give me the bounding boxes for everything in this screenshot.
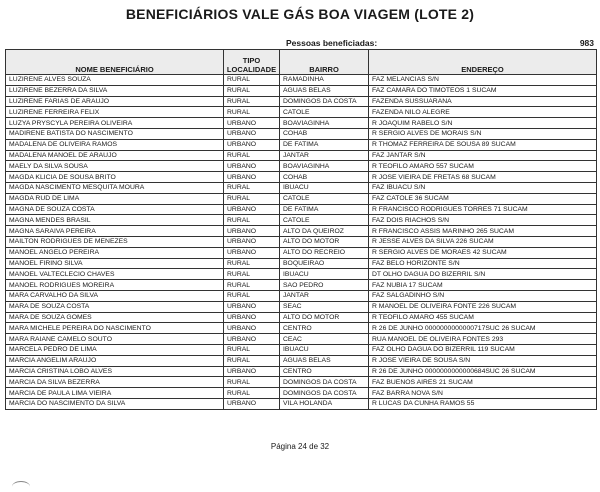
cell-locality-type: URBANO: [224, 204, 280, 215]
cell-name: MARCIA DO NASCIMENTO DA SILVA: [6, 398, 224, 409]
cell-locality-type: RURAL: [224, 290, 280, 301]
cell-locality-type: URBANO: [224, 172, 280, 183]
cell-name: MARCIA DA SILVA BEZERRA: [6, 377, 224, 388]
page-number: Página 24 de 32: [270, 442, 330, 451]
table-row: [6, 388, 597, 399]
cell-address: R TEOFILO AMARO 455 SUCAM: [369, 312, 597, 323]
table-row: [6, 204, 597, 215]
cell-neighborhood: DOMINGOS DA COSTA: [280, 377, 369, 388]
cell-neighborhood: AGUAS BELAS: [280, 85, 369, 96]
cell-name: MADIRENE BATISTA DO NASCIMENTO: [6, 128, 224, 139]
cell-name: LUZIRENE FARIAS DE ARAUJO: [6, 96, 224, 107]
table-row: [6, 75, 597, 86]
cell-locality-type: URBANO: [224, 226, 280, 237]
cell-address: FAZ DOIS RIACHOS S/N: [369, 215, 597, 226]
cell-neighborhood: VILA HOLANDA: [280, 398, 369, 409]
column-header-locality-type: TIPO LOCALIDADE: [224, 50, 280, 75]
cell-neighborhood: AGUAS BELAS: [280, 355, 369, 366]
table-row: [6, 85, 597, 96]
cell-address: R JOSE VIEIRA DE FRETAS 68 SUCAM: [369, 172, 597, 183]
table-row: [6, 172, 597, 183]
cell-name: MAGDA RUD DE LIMA: [6, 193, 224, 204]
cell-neighborhood: ALTO DO MOTOR: [280, 312, 369, 323]
cell-name: MAGNA SARAIVA PEREIRA: [6, 226, 224, 237]
cell-address: FAZ BUENOS AIRES 21 SUCAM: [369, 377, 597, 388]
cell-neighborhood: ALTO DO MOTOR: [280, 236, 369, 247]
table-row: [6, 107, 597, 118]
cell-address: R LUCAS DA CUNHA RAMOS 55: [369, 398, 597, 409]
cell-neighborhood: COHAB: [280, 128, 369, 139]
table-row: [6, 139, 597, 150]
cell-name: MARA CARVALHO DA SILVA: [6, 290, 224, 301]
cell-neighborhood: SEAC: [280, 301, 369, 312]
column-header-neighborhood: BAIRRO: [280, 50, 369, 75]
column-header-address: ENDEREÇO: [369, 50, 597, 75]
cell-address: FAZENDA SUSSUARANA: [369, 96, 597, 107]
cell-neighborhood: IBUACU: [280, 269, 369, 280]
table-row: [6, 280, 597, 291]
cell-address: R JOAQUIM RABELO S/N: [369, 118, 597, 129]
cell-address: FAZ JANTAR S/N: [369, 150, 597, 161]
cell-neighborhood: ALTO DO RECREIO: [280, 247, 369, 258]
table-row: [6, 236, 597, 247]
table-row: [6, 355, 597, 366]
cell-locality-type: RURAL: [224, 193, 280, 204]
cell-name: MAILTON RODRIGUES DE MENEZES: [6, 236, 224, 247]
cell-locality-type: URBANO: [224, 366, 280, 377]
cell-neighborhood: BOQUEIRAO: [280, 258, 369, 269]
cell-name: MAGNA DE SOUZA COSTA: [6, 204, 224, 215]
cell-name: MAGDA NASCIMENTO MESQUITA MOURA: [6, 182, 224, 193]
cell-address: R 26 DE JUNHO 0000000000000717SUC 26 SUCAM: [369, 323, 597, 334]
table-row: [6, 269, 597, 280]
cell-locality-type: URBANO: [224, 323, 280, 334]
cell-name: MAELY DA SILVA SOUSA: [6, 161, 224, 172]
beneficiaries-count-value: 983: [579, 38, 594, 48]
cell-locality-type: RURAL: [224, 355, 280, 366]
cell-name: MANOEL FIRINO SILVA: [6, 258, 224, 269]
cell-name: MARA MICHELE PEREIRA DO NASCIMENTO: [6, 323, 224, 334]
table-row: [6, 128, 597, 139]
cell-name: MARCIA DE PAULA LIMA VIEIRA: [6, 388, 224, 399]
cell-neighborhood: IBUACU: [280, 182, 369, 193]
cell-address: R TEOFILO AMARO 557 SUCAM: [369, 161, 597, 172]
cell-address: RUA MANOEL DE OLIVEIRA FONTES 293: [369, 334, 597, 345]
table-row: [6, 118, 597, 129]
cell-neighborhood: BOAVIAGINHA: [280, 161, 369, 172]
cell-address: R THOMAZ FERREIRA DE SOUSA 89 SUCAM: [369, 139, 597, 150]
table-row: [6, 258, 597, 269]
cell-locality-type: RURAL: [224, 96, 280, 107]
cell-address: FAZ SALGADINHO S/N: [369, 290, 597, 301]
cell-address: FAZ BELO HORIZONTE S/N: [369, 258, 597, 269]
cell-locality-type: URBANO: [224, 398, 280, 409]
cell-locality-type: RURAL: [224, 107, 280, 118]
cell-neighborhood: CENTRO: [280, 323, 369, 334]
cell-address: FAZ NUBIA 17 SUCAM: [369, 280, 597, 291]
cell-name: MARCIA ANGELIM ARAUJO: [6, 355, 224, 366]
cell-address: R FRANCISCO ASSIS MARINHO 265 SUCAM: [369, 226, 597, 237]
table-row: [6, 398, 597, 409]
cell-locality-type: RURAL: [224, 85, 280, 96]
cell-neighborhood: SAO PEDRO: [280, 280, 369, 291]
cell-name: MANOEL RODRIGUES MOREIRA: [6, 280, 224, 291]
cell-locality-type: URBANO: [224, 334, 280, 345]
cell-name: MANOEL ANGELO PEREIRA: [6, 247, 224, 258]
table-row: [6, 312, 597, 323]
cell-locality-type: URBANO: [224, 139, 280, 150]
cell-locality-type: URBANO: [224, 161, 280, 172]
table-row: [6, 193, 597, 204]
cell-name: MARCIA CRISTINA LOBO ALVES: [6, 366, 224, 377]
cell-neighborhood: DOMINGOS DA COSTA: [280, 388, 369, 399]
table-row: [6, 150, 597, 161]
cell-name: MADALENA DE OLIVEIRA RAMOS: [6, 139, 224, 150]
beneficiaries-count-label: Pessoas beneficiadas:: [286, 38, 378, 48]
cell-locality-type: RURAL: [224, 344, 280, 355]
cell-neighborhood: RAMADINHA: [280, 75, 369, 86]
table-row: [6, 344, 597, 355]
cell-name: MAGNA MENDES BRASIL: [6, 215, 224, 226]
cell-neighborhood: CEAC: [280, 334, 369, 345]
table-row: [6, 226, 597, 237]
cell-locality-type: RURAL: [224, 388, 280, 399]
cell-neighborhood: BOAVIAGINHA: [280, 118, 369, 129]
cell-address: FAZ CAMARA DO TIMOTEOS 1 SUCAM: [369, 85, 597, 96]
cell-locality-type: RURAL: [224, 182, 280, 193]
column-header-name: NOME BENEFICIÁRIO: [6, 50, 224, 75]
cell-name: LUZIRENE BEZERRA DA SILVA: [6, 85, 224, 96]
cell-address: FAZ IBUACU S/N: [369, 182, 597, 193]
cell-name: MADALENA MANOEL DE ARAUJO: [6, 150, 224, 161]
cell-name: MARA DE SOUZA COSTA: [6, 301, 224, 312]
cell-name: LUZYA PRYSCYLA PEREIRA OLIVEIRA: [6, 118, 224, 129]
cell-locality-type: URBANO: [224, 247, 280, 258]
cell-locality-type: RURAL: [224, 150, 280, 161]
cell-neighborhood: CATOLE: [280, 215, 369, 226]
cell-address: R SERGIO ALVES DE MORAES 42 SUCAM: [369, 247, 597, 258]
cell-address: R 26 DE JUNHO 0000000000000684SUC 26 SUCAM: [369, 366, 597, 377]
table-row: [6, 247, 597, 258]
cell-locality-type: URBANO: [224, 128, 280, 139]
cell-neighborhood: CATOLE: [280, 107, 369, 118]
cell-neighborhood: JANTAR: [280, 150, 369, 161]
cell-name: MARCELA PEDRO DE LIMA: [6, 344, 224, 355]
cell-address: FAZENDA NILO ALEGRE: [369, 107, 597, 118]
cell-locality-type: RURAL: [224, 258, 280, 269]
cell-locality-type: URBANO: [224, 312, 280, 323]
cell-locality-type: URBANO: [224, 301, 280, 312]
cell-address: R FRANCISCO RODRIGUES TORRES 71 SUCAM: [369, 204, 597, 215]
cell-address: R MANOEL DE OLIVEIRA FONTE 226 SUCAM: [369, 301, 597, 312]
table-row: [6, 161, 597, 172]
table-row: [6, 301, 597, 312]
cell-neighborhood: IBUACU: [280, 344, 369, 355]
cell-neighborhood: CATOLE: [280, 193, 369, 204]
cell-neighborhood: DOMINGOS DA COSTA: [280, 96, 369, 107]
table-row: [6, 96, 597, 107]
table-row: [6, 366, 597, 377]
cell-address: FAZ CATOLE 36 SUCAM: [369, 193, 597, 204]
cell-neighborhood: COHAB: [280, 172, 369, 183]
cell-locality-type: URBANO: [224, 118, 280, 129]
cell-locality-type: URBANO: [224, 236, 280, 247]
table-row: [6, 377, 597, 388]
cell-neighborhood: CENTRO: [280, 366, 369, 377]
cell-locality-type: RURAL: [224, 280, 280, 291]
cell-locality-type: RURAL: [224, 377, 280, 388]
cell-address: FAZ BARRA NOVA S/N: [369, 388, 597, 399]
cell-locality-type: RURAL: [224, 215, 280, 226]
cell-address: R JOSE VIEIRA DE SOUSA S/N: [369, 355, 597, 366]
table-row: [6, 323, 597, 334]
cell-neighborhood: DE FATIMA: [280, 204, 369, 215]
cell-address: DT OLHO DAGUA DO BIZERRIL S/N: [369, 269, 597, 280]
cell-address: R JESSE ALVES DA SILVA 226 SUCAM: [369, 236, 597, 247]
cell-name: LUZIRENE ALVES SOUZA: [6, 75, 224, 86]
cell-name: MARA DE SOUZA GOMES: [6, 312, 224, 323]
table-row: [6, 215, 597, 226]
cell-name: MARA RAIANE CAMELO SOUTO: [6, 334, 224, 345]
cell-name: MAGDA KLICIA DE SOUSA BRITO: [6, 172, 224, 183]
table-row: [6, 182, 597, 193]
table-row: [6, 334, 597, 345]
cell-name: LUZIRENE FERREIRA FELIX: [6, 107, 224, 118]
cell-locality-type: RURAL: [224, 75, 280, 86]
cell-address: R SERGIO ALVES DE MORAIS S/N: [369, 128, 597, 139]
table-header-row: [6, 50, 597, 75]
cell-name: MANOEL VALTECLECIO CHAVES: [6, 269, 224, 280]
document-title: BENEFICIÁRIOS VALE GÁS BOA VIAGEM (LOTE 2): [125, 6, 475, 22]
table-row: [6, 290, 597, 301]
cell-address: FAZ OLHO DAGUA DO BIZERRIL 119 SUCAM: [369, 344, 597, 355]
cell-neighborhood: ALTO DA QUEIROZ: [280, 226, 369, 237]
beneficiaries-table: [5, 49, 597, 410]
cell-neighborhood: DE FATIMA: [280, 139, 369, 150]
cell-locality-type: RURAL: [224, 269, 280, 280]
cell-address: FAZ MELANCIAS S/N: [369, 75, 597, 86]
cell-neighborhood: JANTAR: [280, 290, 369, 301]
